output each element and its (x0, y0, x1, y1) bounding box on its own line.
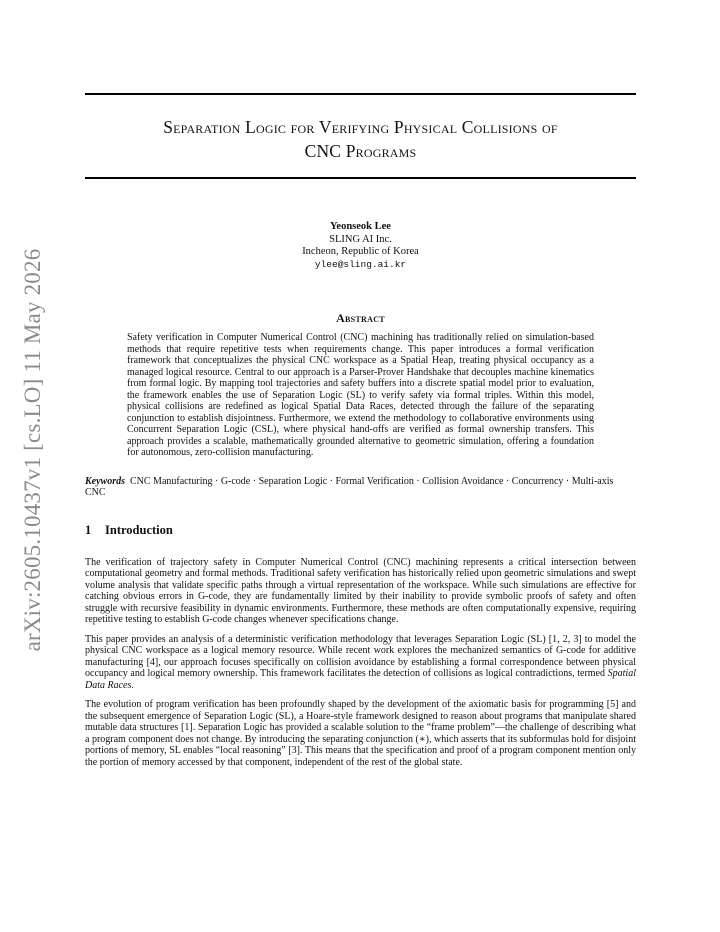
author-name: Yeonseok Lee (330, 221, 391, 232)
author-affiliation: SLING AI Inc. (329, 233, 392, 245)
intro-paragraph-2 (85, 634, 636, 692)
paper-title-line-2: CNC Programs (304, 141, 417, 161)
paper-title (85, 95, 636, 177)
keywords-text: CNC Manufacturing · G-code · Separation Logic · Formal Verification · Collision Avoidance · Concurrency · Multi-axis CNC (85, 475, 614, 498)
intro-paragraph-2-term: Spatial Data Races (85, 668, 636, 691)
author-email: ylee@sling.ai.kr (314, 258, 407, 270)
intro-paragraph-2-end: . (131, 679, 134, 691)
keywords-block (85, 476, 636, 499)
abstract-text: Safety verification in Computer Numerical Control (CNC) machining has traditionally relied on simulation-based methods that require repetitive tests when requirements change. This paper introduces a formal verification framework that conceptualizes the physical CNC workspace as a Spatial Heap, treating physical occupancy as a managed logical resource. Central to our approach is a Parser-Prover Handshake that decouples machine kinematics from formal logic. By mapping tool trajectories and safety buffers into a discrete spatial model prior to evaluation, the framework enables the use of Separation Logic (SL) to verify safety via formal triples. Within this model, physical collisions are redefined as logical Spatial Data Races, detected through the failure of the separating conjunction to establish disjointness. Furthermore, we extend the methodology to collaborative environments using Concurrent Separation Logic (CSL), where physical hand-offs are verified as formal ownership transfers. This approach provides a scalable, mathematically grounded alternative to geometric simulation, offering a foundation for autonomous, zero-collision manufacturing. (127, 332, 594, 458)
keywords-label: Keywords (85, 475, 125, 487)
intro-paragraph-1: The verification of trajectory safety in Computer Numerical Control (CNC) machining represents a critical intersection between computational geometry and formal methods. Traditional safety verification has historically relied upon geometric simulations and swept volume analysis that validate specific paths through a virtual representation of the workspace. While such simulations are effective for catching obvious errors in G-code, they are fundamentally limited by their inability to provide symbolic proofs of safety and often struggle with recursive feasibility in dynamic environments. Furthermore, these methods are often computationally expensive, requiring repetitive testing to establish G-code changes whenever specifications change. (85, 556, 636, 625)
paper-page (85, 93, 636, 768)
arxiv-identifier-stamp (18, 250, 48, 650)
abstract-heading: Abstract (336, 311, 385, 325)
section-heading (85, 523, 636, 538)
author-location: Incheon, Republic of Korea (302, 246, 419, 257)
paper-title-line-1: Separation Logic for Verifying Physical Collisions of (163, 117, 558, 137)
author-block (85, 221, 636, 271)
intro-paragraph-3: The evolution of program verification has been profoundly shaped by the development of the axiomatic basis for programming [5] and the subsequent emergence of Separation Logic (SL), a Hoare-style framework designed to reason about programs that manipulate shared mutable data structures [1]. Separation Logic has provided a scalable solution to the “frame problem”—the challenge of describing what a program component does not change. By introducing the separating conjunction (∗), which asserts that its subformulas hold for disjoint portions of memory, SL enables “local reasoning” [3]. This means that the specification and proof of a program component mention only the portion of memory accessed by that component, independent of the rest of the global state. (85, 699, 636, 768)
arxiv-identifier-text: arXiv:2605.10437v1 [cs.LO] 11 May 2026 (20, 248, 45, 652)
title-bottom-rule (85, 177, 636, 179)
section-title: Introduction (105, 522, 173, 537)
section-number: 1 (85, 522, 92, 537)
intro-paragraph-2-text: This paper provides an analysis of a deterministic verification methodology that leverages Separation Logic (SL) [1, 2, 3] to model the physical CNC workspace as a logical memory resource. While recent work explores the mechanized semantics of G-code for additive manufacturing [4], our approach focuses specifically on collision avoidance by establishing a formal correspondence between physical occupancy and logical memory ownership. This framework facilitates the detection of collisions as logical contradictions, termed (85, 633, 636, 679)
